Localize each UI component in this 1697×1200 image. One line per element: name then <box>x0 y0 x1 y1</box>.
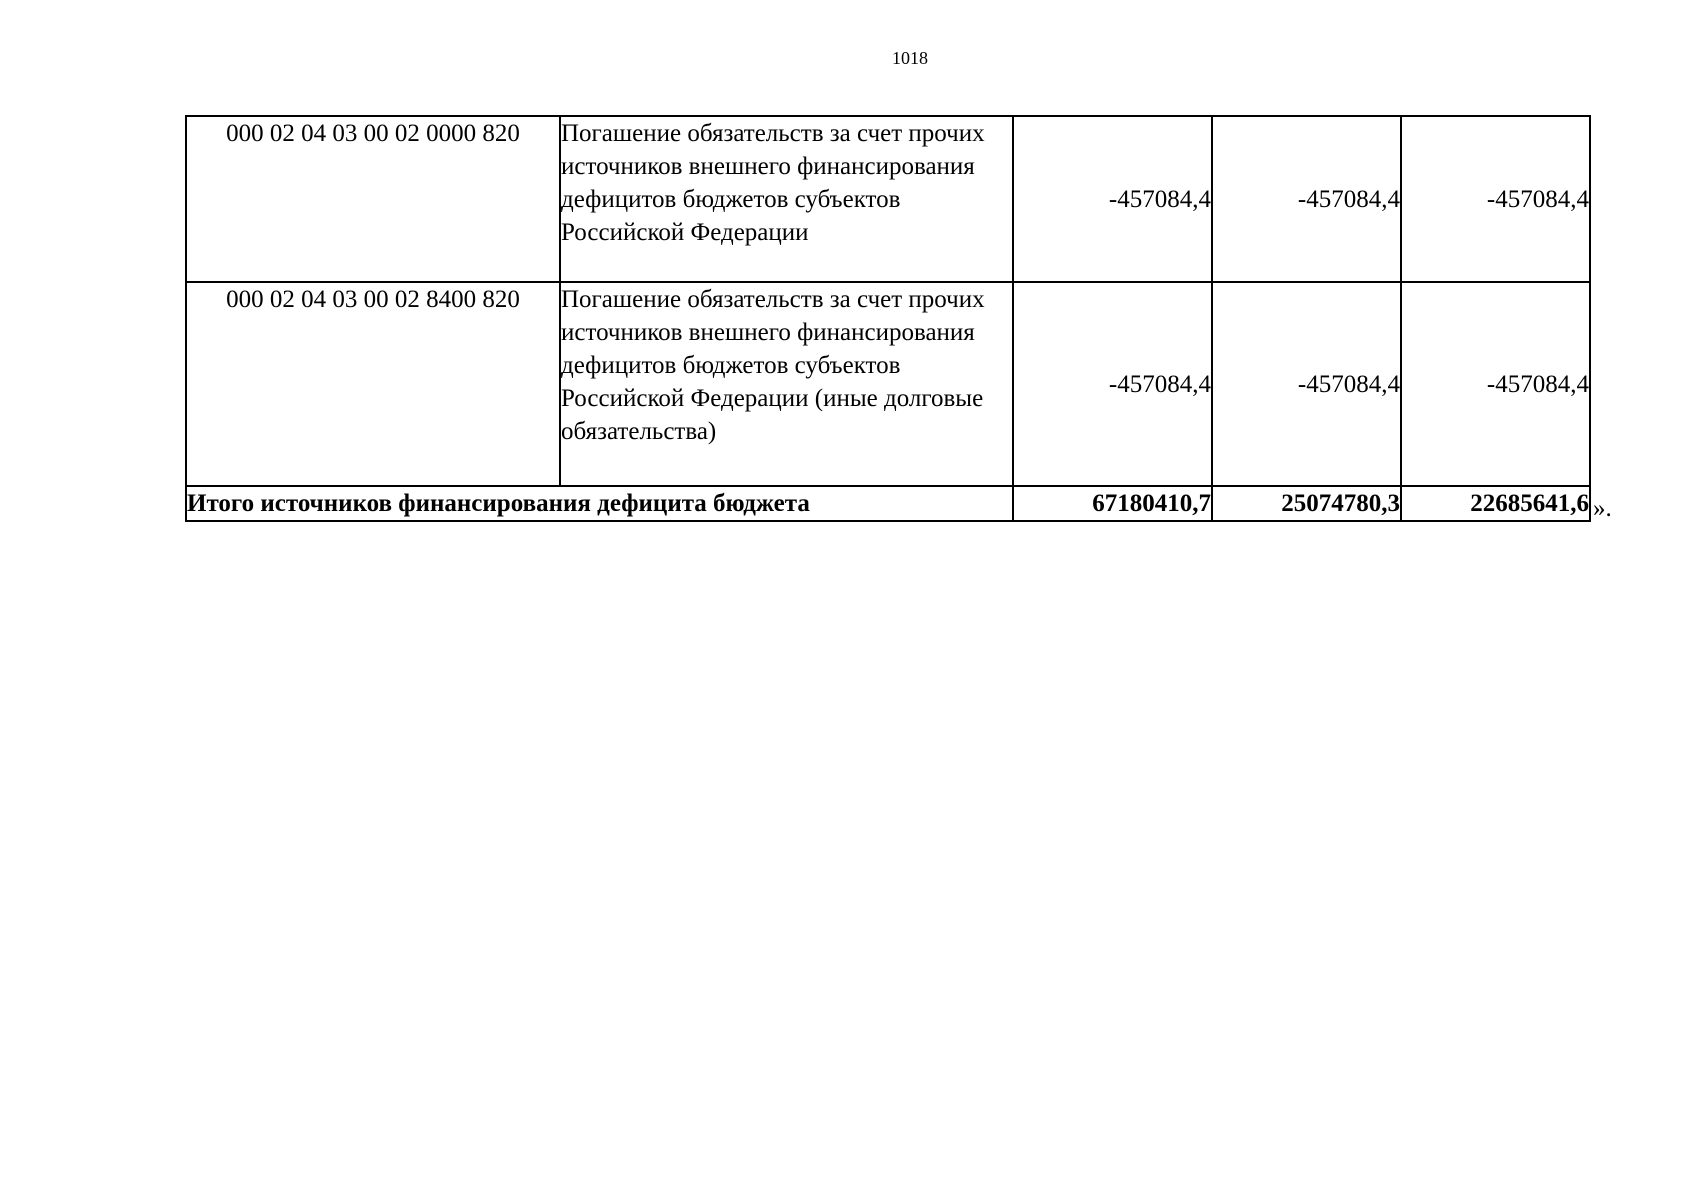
budget-code: 000 02 04 03 00 02 0000 820 <box>186 116 560 282</box>
item-description: Погашение обязательств за счет прочих источников внешнего финансирования дефицитов бюджетов субъектов Российской Федерации <box>560 116 1013 282</box>
amount-year-2: -457084,4 <box>1212 282 1401 486</box>
table-row <box>186 116 1590 282</box>
total-year-3: 22685641,6 <box>1401 486 1590 521</box>
item-description: Погашение обязательств за счет прочих источников внешнего финансирования дефицитов бюджетов субъектов Российской Федерации (иные долговые обязательства) <box>560 282 1013 486</box>
total-year-2: 25074780,3 <box>1212 486 1401 521</box>
total-label: Итого источников финансирования дефицита бюджета <box>186 486 1013 521</box>
amount-year-3: -457084,4 <box>1401 282 1590 486</box>
budget-code: 000 02 04 03 00 02 8400 820 <box>186 282 560 486</box>
page-number: 1018 <box>892 48 928 68</box>
amount-year-3: -457084,4 <box>1401 116 1590 282</box>
amount-year-1: -457084,4 <box>1013 116 1212 282</box>
total-year-1: 67180410,7 <box>1013 486 1212 521</box>
budget-sources-table <box>185 115 1591 522</box>
closing-quote-mark: ». <box>1593 495 1612 522</box>
amount-year-2: -457084,4 <box>1212 116 1401 282</box>
total-row <box>186 486 1590 521</box>
amount-year-1: -457084,4 <box>1013 282 1212 486</box>
table-row <box>186 282 1590 486</box>
